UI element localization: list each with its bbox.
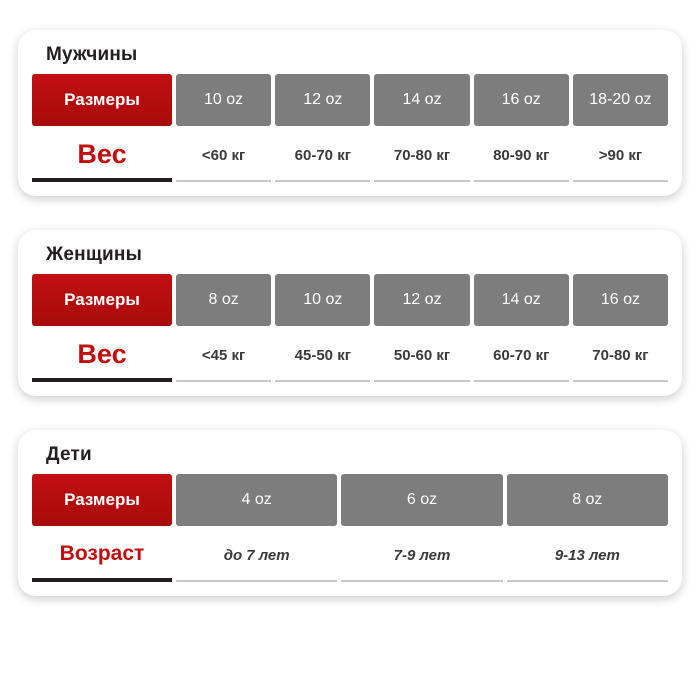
card-title-men: Мужчины	[46, 44, 138, 65]
table-row	[32, 474, 668, 526]
size-header-cell: 8 oz	[507, 474, 668, 526]
size-header-cell: 8 oz	[176, 274, 271, 326]
value-cell: до 7 лет	[176, 530, 337, 582]
value-cell: 45-50 кг	[275, 330, 370, 382]
size-header-cell: 16 oz	[474, 74, 569, 126]
value-cell: <45 кг	[176, 330, 271, 382]
value-cell: >90 кг	[573, 130, 668, 182]
size-header-cell: 16 oz	[573, 274, 668, 326]
size-card-women	[18, 230, 682, 396]
size-grid-men	[32, 74, 668, 182]
value-cell: 9-13 лет	[507, 530, 668, 582]
size-header-cell: 4 oz	[176, 474, 337, 526]
value-cell: 7-9 лет	[341, 530, 502, 582]
size-header-cell: 10 oz	[176, 74, 271, 126]
value-cell: 60-70 кг	[275, 130, 370, 182]
size-card-men	[18, 30, 682, 196]
table-row	[32, 130, 668, 182]
row-label-sizes: Размеры	[32, 474, 172, 526]
row-label-weight: Вес	[32, 130, 172, 182]
row-label-age: Возраст	[32, 530, 172, 582]
size-grid-women	[32, 274, 668, 382]
size-header-cell: 18-20 oz	[573, 74, 668, 126]
card-title-women: Женщины	[46, 244, 143, 265]
value-cell: 50-60 кг	[374, 330, 469, 382]
size-header-cell: 12 oz	[374, 274, 469, 326]
size-header-cell: 14 oz	[474, 274, 569, 326]
card-title-kids: Дети	[46, 444, 92, 465]
table-row	[32, 74, 668, 126]
value-cell: 70-80 кг	[573, 330, 668, 382]
size-header-cell: 10 oz	[275, 274, 370, 326]
row-label-sizes: Размеры	[32, 74, 172, 126]
size-card-kids	[18, 430, 682, 596]
value-cell: 80-90 кг	[474, 130, 569, 182]
table-row	[32, 274, 668, 326]
size-header-cell: 12 oz	[275, 74, 370, 126]
table-row	[32, 530, 668, 582]
value-cell: 70-80 кг	[374, 130, 469, 182]
row-label-weight: Вес	[32, 330, 172, 382]
size-grid-kids	[32, 474, 668, 582]
size-header-cell: 14 oz	[374, 74, 469, 126]
row-label-sizes: Размеры	[32, 274, 172, 326]
value-cell: 60-70 кг	[474, 330, 569, 382]
table-row	[32, 330, 668, 382]
value-cell: <60 кг	[176, 130, 271, 182]
size-header-cell: 6 oz	[341, 474, 502, 526]
